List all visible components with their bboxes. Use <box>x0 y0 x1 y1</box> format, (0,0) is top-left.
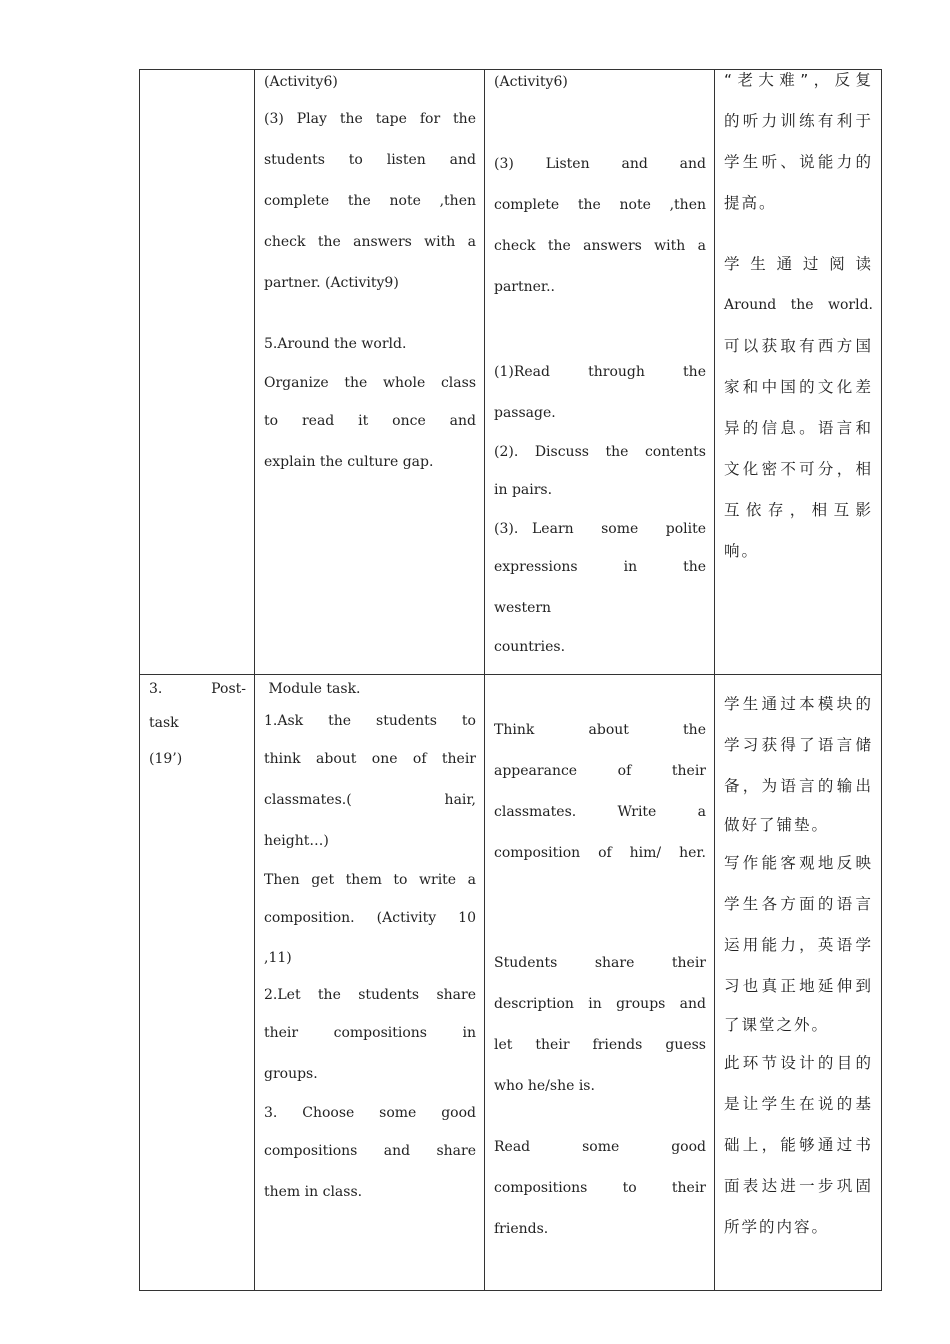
row1-student-activity-cell <box>494 70 706 665</box>
text-line: 学生听、说能力的 <box>724 153 873 171</box>
text-line: 做好了铺垫。 <box>724 816 830 834</box>
text-line: (3). Learn some polite <box>494 521 706 537</box>
text-line: complete the note ,then <box>264 193 476 209</box>
text-line: 运用能力，英语学 <box>724 936 873 954</box>
text-line: 异的信息。语言和 <box>724 419 873 437</box>
text-line: description in groups and <box>494 996 706 1012</box>
text-line: 学生通过本模块的 <box>724 695 873 713</box>
text-line: who he/she is. <box>494 1078 595 1094</box>
text-line: (Activity6) <box>264 74 338 90</box>
text-line: check the answers with a <box>264 234 476 250</box>
text-line: 了课堂之外。 <box>724 1016 830 1034</box>
text-line: let their friends guess <box>494 1037 706 1053</box>
text-line: composition of him/ her. <box>494 845 706 861</box>
text-line: Around the world. <box>724 297 873 313</box>
text-line: think about one of their <box>264 751 476 767</box>
text-line: 学生通过阅读 <box>724 255 873 273</box>
text-line: composition. (Activity 10 <box>264 910 476 926</box>
row1-teacher-activity-cell <box>264 70 476 483</box>
text-line: 学生各方面的语言 <box>724 895 873 913</box>
text-line: compositions to their <box>494 1180 706 1196</box>
text-line: to read it once and <box>264 413 476 429</box>
text-line: countries. <box>494 639 566 655</box>
step-time: (19’) <box>149 751 183 767</box>
text-line: Organize the whole class <box>264 375 476 391</box>
text-line: classmates.( hair, <box>264 792 476 808</box>
text-line: height…) <box>264 833 329 849</box>
text-line: Think about the <box>494 722 706 738</box>
text-line: check the answers with a <box>494 238 706 254</box>
text-line: 备，为语言的输出 <box>724 777 873 795</box>
text-line: 文化密不可分，相 <box>724 460 873 478</box>
text-line: partner.. <box>494 279 555 295</box>
text-line: Read some good <box>494 1139 706 1155</box>
text-line: 5.Around the world. <box>264 336 407 352</box>
text-line: them in class. <box>264 1184 363 1200</box>
text-line: (2). Discuss the contents <box>494 444 706 460</box>
text-line: 是让学生在说的基 <box>724 1095 873 1113</box>
text-line: 3. Choose some good <box>264 1105 476 1121</box>
text-line: groups. <box>264 1066 318 1082</box>
text-line: (1)Read through the <box>494 364 706 380</box>
text-line: compositions and share <box>264 1143 476 1159</box>
text-line: Students share their <box>494 955 706 971</box>
text-line: 学习获得了语言储 <box>724 736 873 754</box>
text-line: 习也真正地延伸到 <box>724 977 873 995</box>
text-line: 的听力训练有利于 <box>724 112 873 130</box>
row2-teacher-activity-cell <box>264 675 476 1213</box>
text-line: “老大难”，反复 <box>724 71 873 89</box>
row1-purpose-cell <box>724 60 873 572</box>
text-line: their compositions in <box>264 1025 476 1041</box>
text-line: students to listen and <box>264 152 476 168</box>
step-label: 3. Post- <box>149 681 246 697</box>
text-line: partner. (Activity9) <box>264 275 399 291</box>
text-line: (Activity6) <box>494 74 568 90</box>
text-line: western <box>494 600 552 616</box>
col-border-3 <box>484 69 485 1291</box>
col-border-2 <box>254 69 255 1291</box>
text-line: 2.Let the students share <box>264 987 476 1003</box>
text-line: friends. <box>494 1221 549 1237</box>
text-line: 提高。 <box>724 194 777 212</box>
col-border-left <box>139 69 140 1291</box>
col-border-right <box>881 69 882 1291</box>
text-line: (3) Play the tape for the <box>264 111 476 127</box>
text-line: explain the culture gap. <box>264 454 434 470</box>
row-divider <box>139 674 882 675</box>
text-line: in pairs. <box>494 482 553 498</box>
text-line: 1.Ask the students to <box>264 713 476 729</box>
text-line: Module task. <box>264 681 361 697</box>
text-line: expressions in the <box>494 559 706 575</box>
text-line: (3) Listen and and <box>494 156 706 172</box>
text-line: 础上，能够通过书 <box>724 1136 873 1154</box>
row2-step-cell <box>149 675 246 774</box>
col-border-4 <box>714 69 715 1291</box>
text-line: 面表达进一步巩固 <box>724 1177 873 1195</box>
table-bottom-border <box>139 1290 882 1291</box>
text-line: 可以获取有西方国 <box>724 337 873 355</box>
row2-purpose-cell <box>724 684 873 1248</box>
text-line: passage. <box>494 405 556 421</box>
text-line: Then get them to write a <box>264 872 476 888</box>
text-line: 此环节设计的目的 <box>724 1054 873 1072</box>
text-line: 所学的内容。 <box>724 1218 830 1236</box>
text-line: appearance of their <box>494 763 706 779</box>
text-line: 响。 <box>724 542 760 560</box>
step-label: task <box>149 715 179 731</box>
text-line: 互依存，相互影 <box>724 501 873 519</box>
text-line: classmates. Write a <box>494 804 706 820</box>
row2-student-activity-cell <box>494 710 706 1250</box>
text-line: ,11) <box>264 950 292 966</box>
text-line: complete the note ,then <box>494 197 706 213</box>
text-line: 家和中国的文化差 <box>724 378 873 396</box>
text-line: 写作能客观地反映 <box>724 854 873 872</box>
